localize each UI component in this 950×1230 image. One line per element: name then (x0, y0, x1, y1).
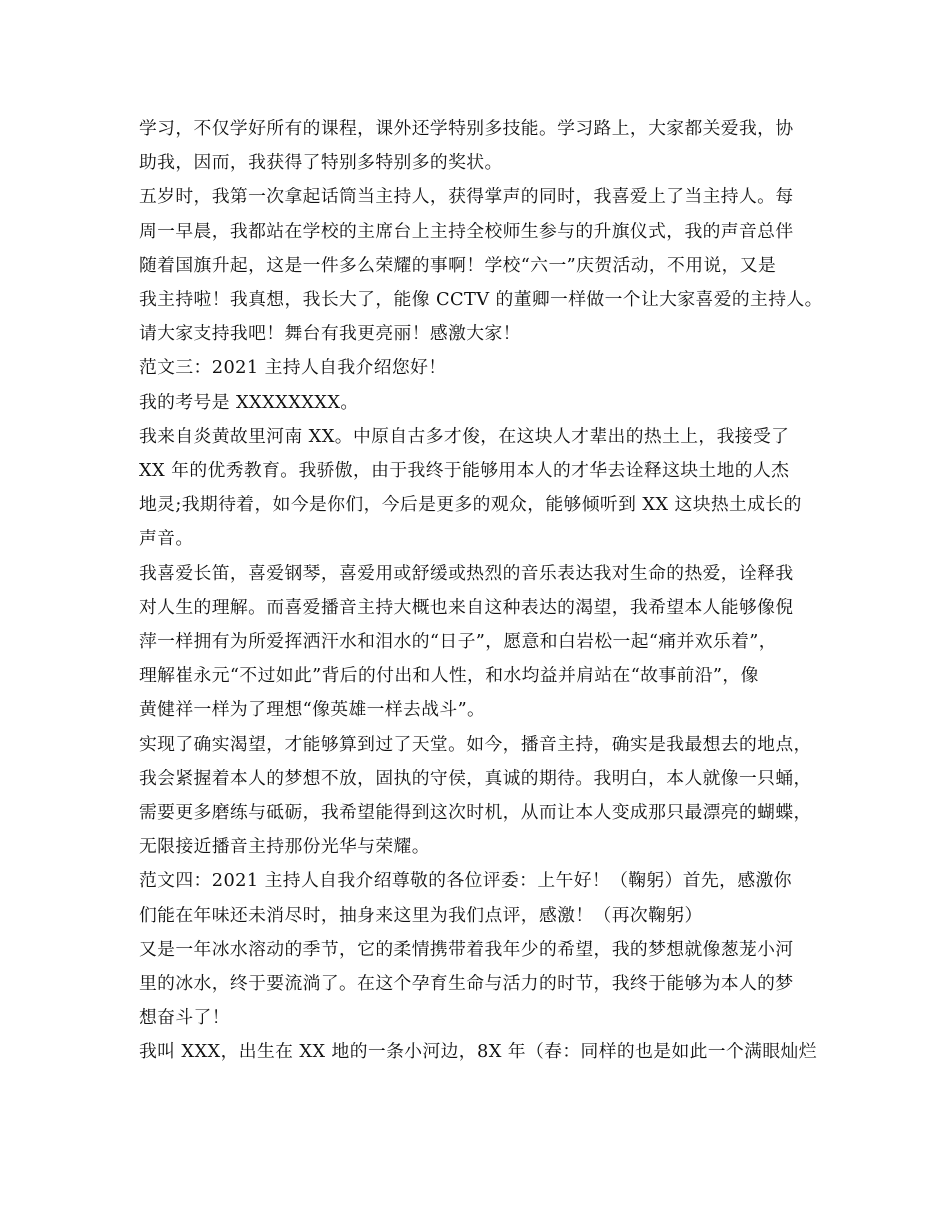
text-line: 对人生的理解。而喜爱播音主持大概也来自这种表达的渴望，我希望本人能够像倪 (139, 596, 794, 618)
text-line: 地灵;我期待着，如今是你们，今后是更多的观众，能够倾听到 XX 这块热土成长的 (139, 494, 802, 516)
text-line: 又是一年冰水溶动的季节，它的柔情携带着我年少的希望，我的梦想就像葱茏小河 (139, 938, 794, 960)
text-line: 我喜爱长笛，喜爱钢琴，喜爱用或舒缓或热烈的音乐表达我对生命的热爱，诠释我 (139, 562, 794, 584)
text-line: 我叫 XXX，出生在 XX 地的一条小河边，8X 年（春：同样的也是如此一个满眼灿烂 (139, 1041, 817, 1063)
paragraph (139, 180, 829, 351)
text-line: 理解崔永元“不过如此”背后的付出和人性，和水均益并肩站在“故事前沿”，像 (139, 665, 759, 687)
text-line: 们能在年味还未消尽时，抽身来这里为我们点评，感激！（再次鞠躬） (139, 904, 703, 926)
text-line: 学习，不仅学好所有的课程，课外还学特别多技能。学习路上，大家都关爱我，协 (139, 118, 794, 139)
document-body (139, 112, 829, 1070)
text-line: 声音。 (139, 528, 194, 550)
text-line: 想奋斗了！ (139, 1007, 230, 1029)
text-line: 我的考号是 XXXXXXXX。 (139, 391, 359, 413)
text-line: 范文四：2021 主持人自我介绍尊敬的各位评委：上午好！（鞠躬）首先，感激你 (139, 870, 792, 892)
text-line: 随着国旗升起，这是一件多么荣耀的事啊！学校“六一”庆贺活动，不用说，又是 (139, 254, 777, 276)
text-line: 里的冰水，终于要流淌了。在这个孕育生命与活力的时节，我终于能够为本人的梦 (139, 973, 794, 995)
text-line: 请大家支持我吧！舞台有我更亮丽！感激大家！ (139, 323, 521, 345)
text-line: 无限接近播音主持那份光华与荣耀。 (139, 836, 430, 858)
text-line: XX 年的优秀教育。我骄傲，由于我终于能够用本人的才华去诠释这块土地的人杰 (139, 460, 790, 482)
section-heading (139, 351, 829, 385)
text-line: 助我，因而，我获得了特别多特别多的奖状。 (139, 152, 503, 174)
paragraph (139, 420, 829, 557)
text-line: 实现了确实渴望，才能够算到过了天堂。如今，播音主持，确实是我最想去的地点， (139, 733, 812, 755)
text-line: 范文三：2021 主持人自我介绍您好！ (139, 357, 447, 379)
paragraph (139, 1035, 829, 1069)
paragraph (139, 557, 829, 728)
paragraph (139, 386, 829, 420)
text-line: 萍一样拥有为所爱挥洒汗水和泪水的“日子”，愿意和白岩松一起“痛并欢乐着”， (139, 631, 777, 653)
text-line: 五岁时，我第一次拿起话筒当主持人，获得掌声的同时，我喜爱上了当主持人。每 (139, 186, 794, 208)
paragraph (139, 112, 829, 180)
section-heading (139, 864, 829, 932)
paragraph (139, 728, 829, 865)
text-line: 周一早晨，我都站在学校的主席台上主持全校师生参与的升旗仪式，我的声音总伴 (139, 220, 794, 242)
paragraph (139, 933, 829, 1036)
text-line: 黄健祥一样为了理想“像英雄一样去战斗”。 (139, 699, 486, 721)
text-line: 我会紧握着本人的梦想不放，固执的守侯，真诚的期待。我明白，本人就像一只蛹， (139, 767, 812, 789)
text-line: 我来自炎黄故里河南 XX。中原自古多才俊，在这块人才辈出的热土上，我接受了 (139, 425, 790, 447)
text-line: 需要更多磨练与砥砺，我希望能得到这次时机，从而让本人变成那只最漂亮的蝴蝶， (139, 802, 812, 824)
text-line: 我主持啦！我真想，我长大了，能像 CCTV 的董卿一样做一个让大家喜爱的主持人。 (139, 289, 823, 311)
